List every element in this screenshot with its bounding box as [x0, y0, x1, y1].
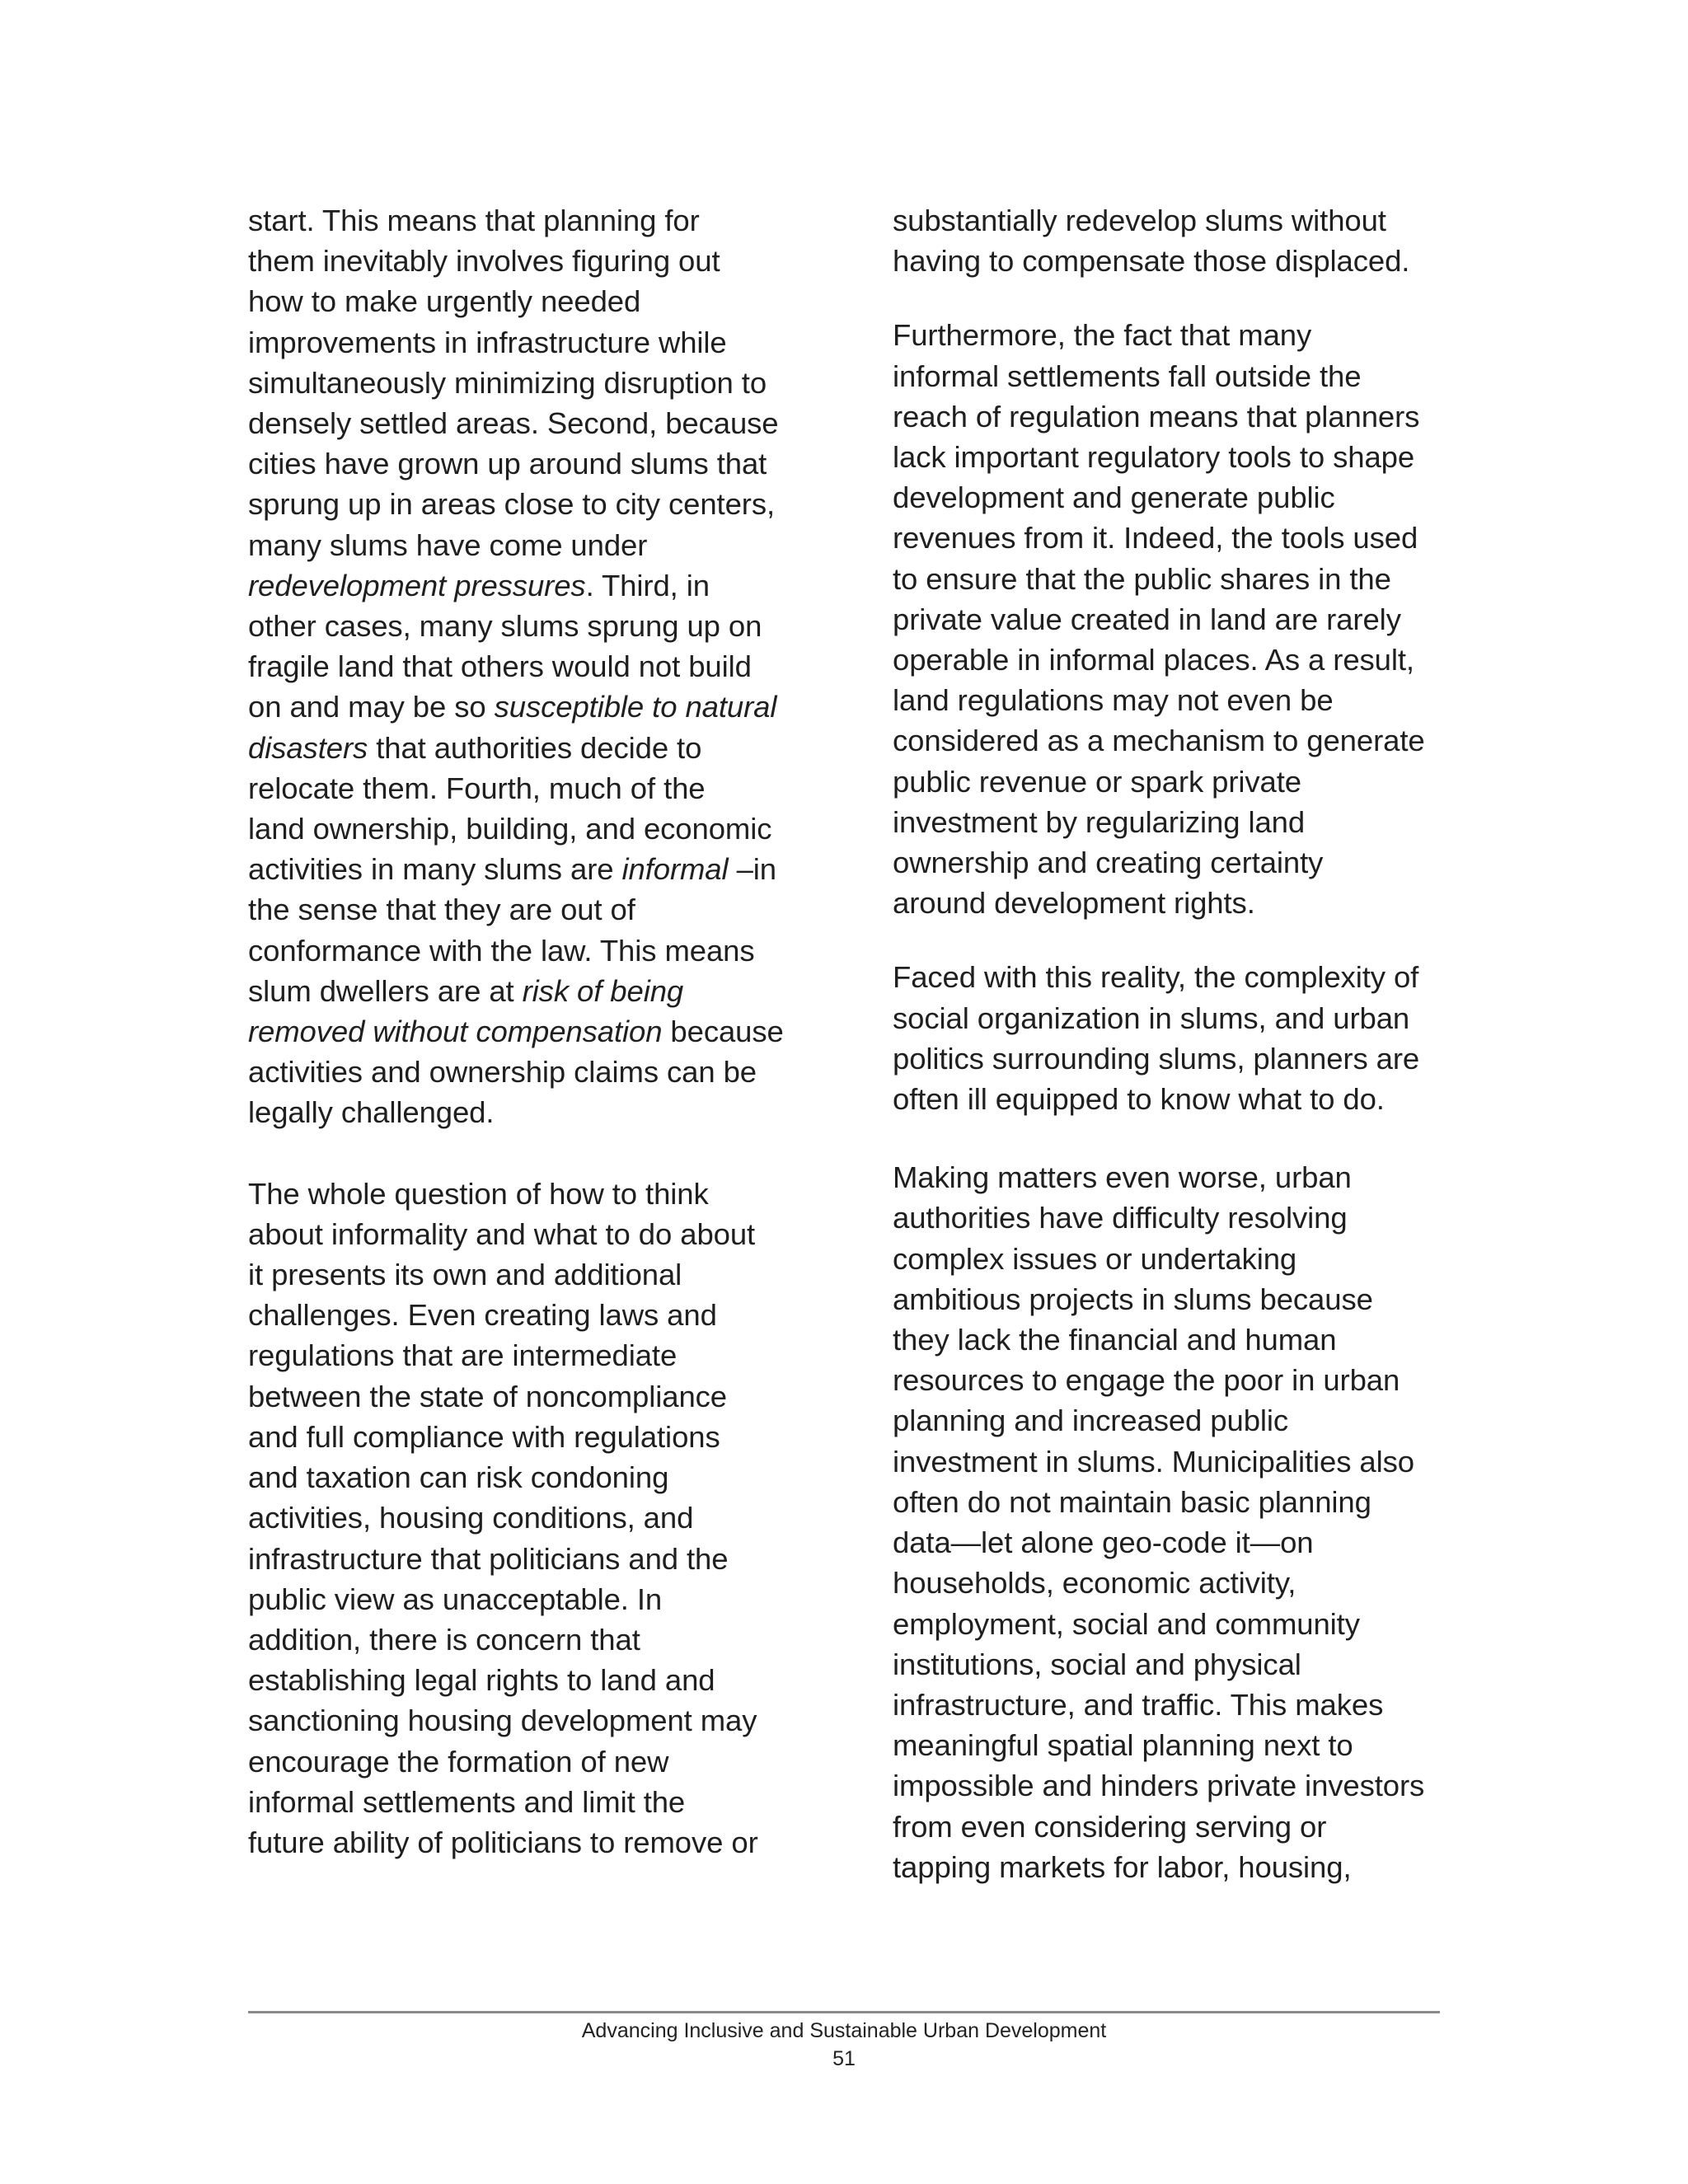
text-line: [248, 1295, 842, 1335]
text-run: land ownership, building, and economic: [248, 812, 772, 846]
text-run: public revenue or spark private: [893, 764, 1301, 799]
page-number: 51: [832, 2047, 856, 2070]
text-run: complex issues or undertaking: [893, 1241, 1297, 1276]
text-run: Faced with this reality, the complexity of: [893, 960, 1419, 995]
text-run: Furthermore, the fact that many: [893, 318, 1312, 353]
text-line: [893, 356, 1470, 396]
text-line: [248, 1822, 842, 1863]
text-line: [248, 1539, 842, 1579]
text-run: how to make urgently needed: [248, 284, 641, 319]
text-line: [893, 720, 1470, 761]
text-run: because: [662, 1015, 784, 1049]
text-line: [248, 1579, 842, 1619]
text-run: households, economic activity,: [893, 1566, 1296, 1601]
text-line: [248, 808, 842, 849]
text-line: [248, 1660, 842, 1700]
text-line: [893, 883, 1470, 923]
text-line: [893, 599, 1470, 640]
emphasized-text: disasters: [248, 730, 368, 765]
text-run: they lack the financial and human: [893, 1323, 1337, 1357]
text-line: [893, 1807, 1470, 1847]
text-line: [893, 1360, 1470, 1400]
body-paragraph: [248, 200, 842, 1133]
text-line: [893, 1644, 1470, 1685]
emphasized-text: susceptible to natural: [494, 690, 777, 724]
text-line: [893, 396, 1470, 437]
text-line: [248, 728, 842, 768]
text-line: [893, 802, 1470, 842]
text-run: planning and increased public: [893, 1404, 1289, 1438]
text-line: [893, 1685, 1470, 1725]
text-line: [893, 1441, 1470, 1482]
text-line: [248, 1335, 842, 1376]
text-run: development and generate public: [893, 480, 1335, 515]
text-run: institutions, social and physical: [893, 1647, 1301, 1681]
text-run: from even considering serving or: [893, 1809, 1327, 1844]
text-run: relocate them. Fourth, much of the: [248, 771, 706, 805]
text-run: start. This means that planning for: [248, 204, 700, 237]
text-run: legally challenged.: [248, 1095, 495, 1130]
text-line: [893, 640, 1470, 680]
text-run: simultaneously minimizing disruption to: [248, 365, 767, 400]
text-run: substantially redevelop slums without: [893, 204, 1386, 237]
text-line: [248, 849, 842, 889]
text-run: meaningful spatial planning next to: [893, 1728, 1353, 1763]
text-line: [248, 241, 842, 281]
text-line: [248, 1214, 842, 1254]
emphasized-text: informal: [621, 852, 729, 887]
text-line: [893, 315, 1470, 355]
text-run: private value created in land are rarely: [893, 602, 1401, 636]
text-line: [893, 957, 1470, 997]
text-line: [893, 1400, 1470, 1441]
text-run: slum dwellers are at: [248, 973, 523, 1008]
text-run: . Third, in: [585, 568, 710, 602]
text-run: often do not maintain basic planning: [893, 1484, 1372, 1519]
text-run: that authorities decide to: [368, 730, 702, 765]
text-run: fragile land that others would not build: [248, 649, 752, 684]
text-line: [248, 1174, 842, 1214]
text-line: [893, 1604, 1470, 1644]
body-paragraph: [248, 1174, 842, 1863]
text-run: densely settled areas. Second, because: [248, 406, 779, 441]
text-run: the sense that they are out of: [248, 893, 635, 927]
emphasized-text: redevelopment pressures: [248, 568, 586, 602]
text-line: [893, 477, 1470, 518]
text-line: [248, 971, 842, 1011]
text-run: many slums have come under: [248, 527, 648, 562]
text-line: [893, 559, 1470, 599]
text-line: [893, 1725, 1470, 1765]
text-line: [248, 1092, 842, 1132]
text-run: addition, there is concern that: [248, 1622, 640, 1657]
text-line: [248, 484, 842, 524]
text-run: sprung up in areas close to city centers,: [248, 487, 776, 522]
text-line: [248, 565, 842, 606]
text-run: future ability of politicians to remove or: [248, 1825, 758, 1859]
text-run: activities in many slums are: [248, 852, 622, 887]
text-line: [893, 762, 1470, 802]
text-line: [893, 1239, 1470, 1279]
text-run: conformance with the law. This means: [248, 933, 755, 968]
text-run: social organization in slums, and urban: [893, 1001, 1410, 1035]
text-line: [248, 403, 842, 443]
text-line: [248, 646, 842, 687]
text-line: [893, 998, 1470, 1038]
text-line: [248, 525, 842, 565]
body-paragraph: [893, 315, 1470, 923]
text-line: [248, 1782, 842, 1822]
text-run: improvements in infrastructure while: [248, 325, 727, 359]
right-column: [893, 200, 1470, 1887]
text-line: [893, 518, 1470, 558]
text-run: infrastructure, and traffic. This makes: [893, 1687, 1384, 1722]
text-line: [893, 1482, 1470, 1522]
text-run: Making matters even worse, urban: [893, 1160, 1352, 1195]
text-run: on and may be so: [248, 690, 495, 724]
text-line: [248, 1011, 842, 1052]
text-run: challenges. Even creating laws and: [248, 1298, 717, 1333]
text-run: it presents its own and additional: [248, 1258, 682, 1292]
text-run: public view as unacceptable. In: [248, 1582, 663, 1616]
text-line: [248, 281, 842, 321]
text-run: employment, social and community: [893, 1606, 1360, 1641]
text-line: [248, 1619, 842, 1660]
text-run: to ensure that the public shares in the: [893, 561, 1391, 596]
text-line: [248, 1254, 842, 1295]
text-run: ambitious projects in slums because: [893, 1282, 1373, 1316]
text-line: [248, 606, 842, 646]
text-run: lack important regulatory tools to shape: [893, 440, 1415, 475]
text-line: [893, 241, 1470, 281]
text-run: between the state of noncompliance: [248, 1379, 727, 1413]
text-run: encourage the formation of new: [248, 1744, 669, 1779]
text-line: [248, 687, 842, 727]
text-run: ownership and creating certainty: [893, 846, 1324, 880]
text-run: informal settlements and limit the: [248, 1784, 686, 1819]
text-run: often ill equipped to know what to do.: [893, 1082, 1385, 1117]
text-line: [248, 1376, 842, 1417]
footer-title: Advancing Inclusive and Sustainable Urban Development: [581, 2019, 1107, 2042]
text-run: operable in informal places. As a result,: [893, 643, 1414, 677]
text-line: [893, 1563, 1470, 1603]
text-line: [893, 1197, 1470, 1238]
emphasized-text: removed without compensation: [248, 1015, 663, 1049]
text-run: tapping markets for labor, housing,: [893, 1849, 1352, 1884]
text-line: [893, 680, 1470, 720]
text-run: impossible and hinders private investors: [893, 1769, 1425, 1803]
text-run: authorities have difficulty resolving: [893, 1201, 1348, 1235]
text-run: land regulations may not even be: [893, 683, 1334, 718]
text-line: [893, 437, 1470, 477]
text-run: activities and ownership claims can be: [248, 1055, 757, 1090]
emphasized-text: risk of being: [522, 973, 684, 1008]
text-line: [893, 1279, 1470, 1319]
text-run: them inevitably involves figuring out: [248, 244, 720, 279]
text-run: around development rights.: [893, 886, 1255, 921]
body-paragraph: [893, 1157, 1470, 1887]
text-line: [248, 889, 842, 930]
left-column: [248, 200, 842, 1863]
text-line: [893, 1522, 1470, 1563]
text-line: [248, 1741, 842, 1782]
text-run: and full compliance with regulations: [248, 1419, 720, 1454]
text-line: [248, 1457, 842, 1497]
text-run: –in: [728, 852, 776, 887]
text-line: [893, 200, 1470, 241]
text-line: [893, 1765, 1470, 1806]
text-line: [893, 1319, 1470, 1360]
text-run: informal settlements fall outside the: [893, 359, 1362, 393]
text-line: [893, 1079, 1470, 1119]
text-run: politics surrounding slums, planners are: [893, 1041, 1420, 1076]
text-line: [248, 1052, 842, 1092]
text-run: investment in slums. Municipalities also: [893, 1444, 1414, 1479]
text-line: [248, 1497, 842, 1538]
text-run: establishing legal rights to land and: [248, 1663, 715, 1698]
text-line: [893, 1847, 1470, 1887]
text-run: and taxation can risk condoning: [248, 1460, 669, 1495]
text-line: [248, 322, 842, 363]
text-run: investment by regularizing land: [893, 804, 1306, 839]
text-line: [248, 768, 842, 808]
text-run: resources to engage the poor in urban: [893, 1363, 1400, 1398]
text-run: activities, housing conditions, and: [248, 1501, 694, 1535]
text-run: other cases, many slums sprung up on: [248, 609, 762, 644]
text-line: [893, 1038, 1470, 1079]
text-line: [248, 930, 842, 971]
text-line: [248, 443, 842, 484]
text-run: cities have grown up around slums that: [248, 447, 767, 481]
text-run: infrastructure that politicians and the: [248, 1541, 729, 1576]
text-line: [248, 363, 842, 403]
text-run: about informality and what to do about: [248, 1216, 756, 1251]
text-run: reach of regulation means that planners: [893, 399, 1420, 434]
text-line: [248, 1700, 842, 1741]
text-line: [893, 842, 1470, 883]
text-run: sanctioning housing development may: [248, 1704, 757, 1738]
text-run: regulations that are intermediate: [248, 1338, 678, 1373]
body-paragraph: [893, 200, 1470, 281]
text-run: having to compensate those displaced.: [893, 244, 1410, 279]
body-paragraph: [893, 957, 1470, 1119]
text-line: [248, 200, 842, 241]
text-line: [248, 1417, 842, 1457]
text-run: The whole question of how to think: [248, 1176, 709, 1211]
text-run: data—let alone geo-code it—on: [893, 1526, 1314, 1560]
text-line: [893, 1157, 1470, 1197]
footer-divider: [248, 2011, 1440, 2013]
text-run: revenues from it. Indeed, the tools used: [893, 521, 1418, 555]
text-run: considered as a mechanism to generate: [893, 724, 1425, 758]
